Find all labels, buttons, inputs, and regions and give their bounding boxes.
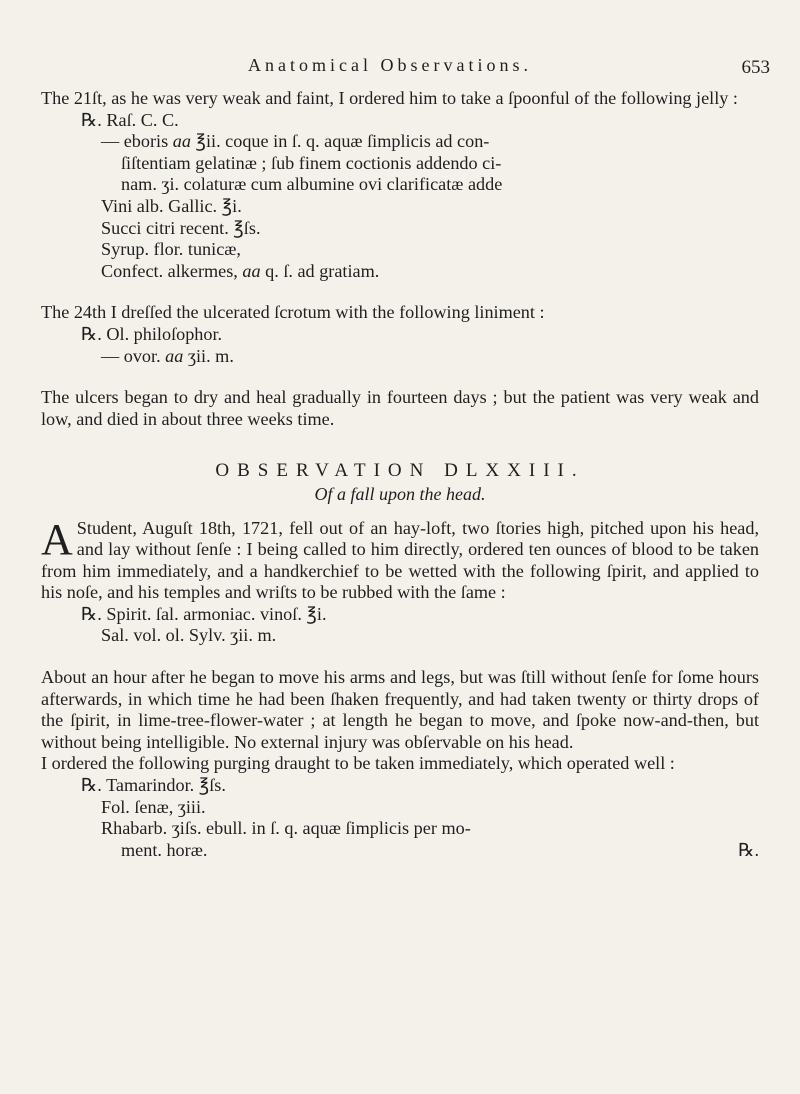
prescription-purging <box>41 775 759 861</box>
rx-line: ment. horæ. ℞. <box>121 839 759 860</box>
prescription-liniment <box>41 324 759 367</box>
running-title: Anatomical Observations. <box>248 55 532 75</box>
rx-line: ℞. Tamarindor. ℥ſs. <box>81 775 226 796</box>
catchword: ℞. <box>738 839 759 860</box>
paragraph-liniment: The 24th I dreſſed the ulcerated ſcrotum with the following liniment : <box>41 302 545 323</box>
paragraph-student-fall: A Student, Auguſt 18th, 1721, fell out of an hay-loft, two ſtories high, pitched upon his head, and lay without ſenſe : I being called to him directly, ordered ten ounces of blood to be taken from him immediately, and a handkerchief to be wetted with the following ſpirit, and applied to his noſe, and his temples and wriſts to be rubbed with the ſame : <box>41 514 759 603</box>
observation-subtitle: Of a fall upon the head. <box>314 483 486 504</box>
rx-line: Confect. alkermes, aa q. ſ. ad gratiam. <box>101 260 380 281</box>
page-number: 653 <box>741 57 770 78</box>
rx-line: Rhabarb. ʒiſs. ebull. in ſ. q. aquæ ſimplicis per mo- <box>101 818 471 839</box>
paragraph-ulcers: The ulcers began to dry and heal gradually in fourteen days ; but the patient was very weak and low, and died in about three weeks time. <box>41 387 759 429</box>
paragraph-jelly-order: The 21ſt, as he was very weak and faint, I ordered him to take a ſpoonful of the following jelly : <box>41 88 738 108</box>
prescription-spirit <box>41 604 759 647</box>
paragraph-purging: I ordered the following purging draught to be taken immediately, which operated well : <box>41 753 675 774</box>
drop-cap: A <box>41 514 73 564</box>
rx-line: nam. ʒi. colaturæ cum albumine ovi clarificatæ adde <box>121 174 503 195</box>
rx-line: Fol. ſenæ, ʒiii. <box>101 796 206 817</box>
rx-line: ℞. Ol. philoſophor. <box>81 323 223 344</box>
observation-title: OBSERVATION DLXXIII. <box>215 460 585 482</box>
rx-line: — ovor. aa ʒii. m. <box>101 345 234 366</box>
rx-line: — eboris aa ℥ii. coque in ſ. q. aquæ ſimplicis ad con- <box>101 131 490 152</box>
rx-line: ſiſtentiam gelatinæ ; ſub finem coctionis addendo ci- <box>121 152 502 173</box>
rx-line: Succi citri recent. ℥ſs. <box>101 217 261 238</box>
body-text <box>41 88 759 861</box>
page-header <box>0 55 800 85</box>
rx-line: ℞. Raſ. C. C. <box>81 109 179 130</box>
prescription-jelly <box>41 110 759 283</box>
rx-line: Sal. vol. ol. Sylv. ʒii. m. <box>101 625 277 646</box>
rx-line: ℞. Spirit. ſal. armoniac. vinoſ. ℥i. <box>81 603 327 624</box>
rx-line: Vini alb. Gallic. ℥i. <box>101 195 242 216</box>
paragraph-recovery: About an hour after he began to move his arms and legs, but was ſtill without ſenſe for ſome hours afterwards, in which time he had been ſhaken frequently, and had taken twenty or thirty drops of the ſpirit, in lime-tree-flower-water ; at length he began to move, and ſpoke now-and-then, but without being intelligible. No external injury was obſervable on his head. <box>41 667 759 752</box>
rx-line: Syrup. flor. tunicæ, <box>101 239 241 260</box>
